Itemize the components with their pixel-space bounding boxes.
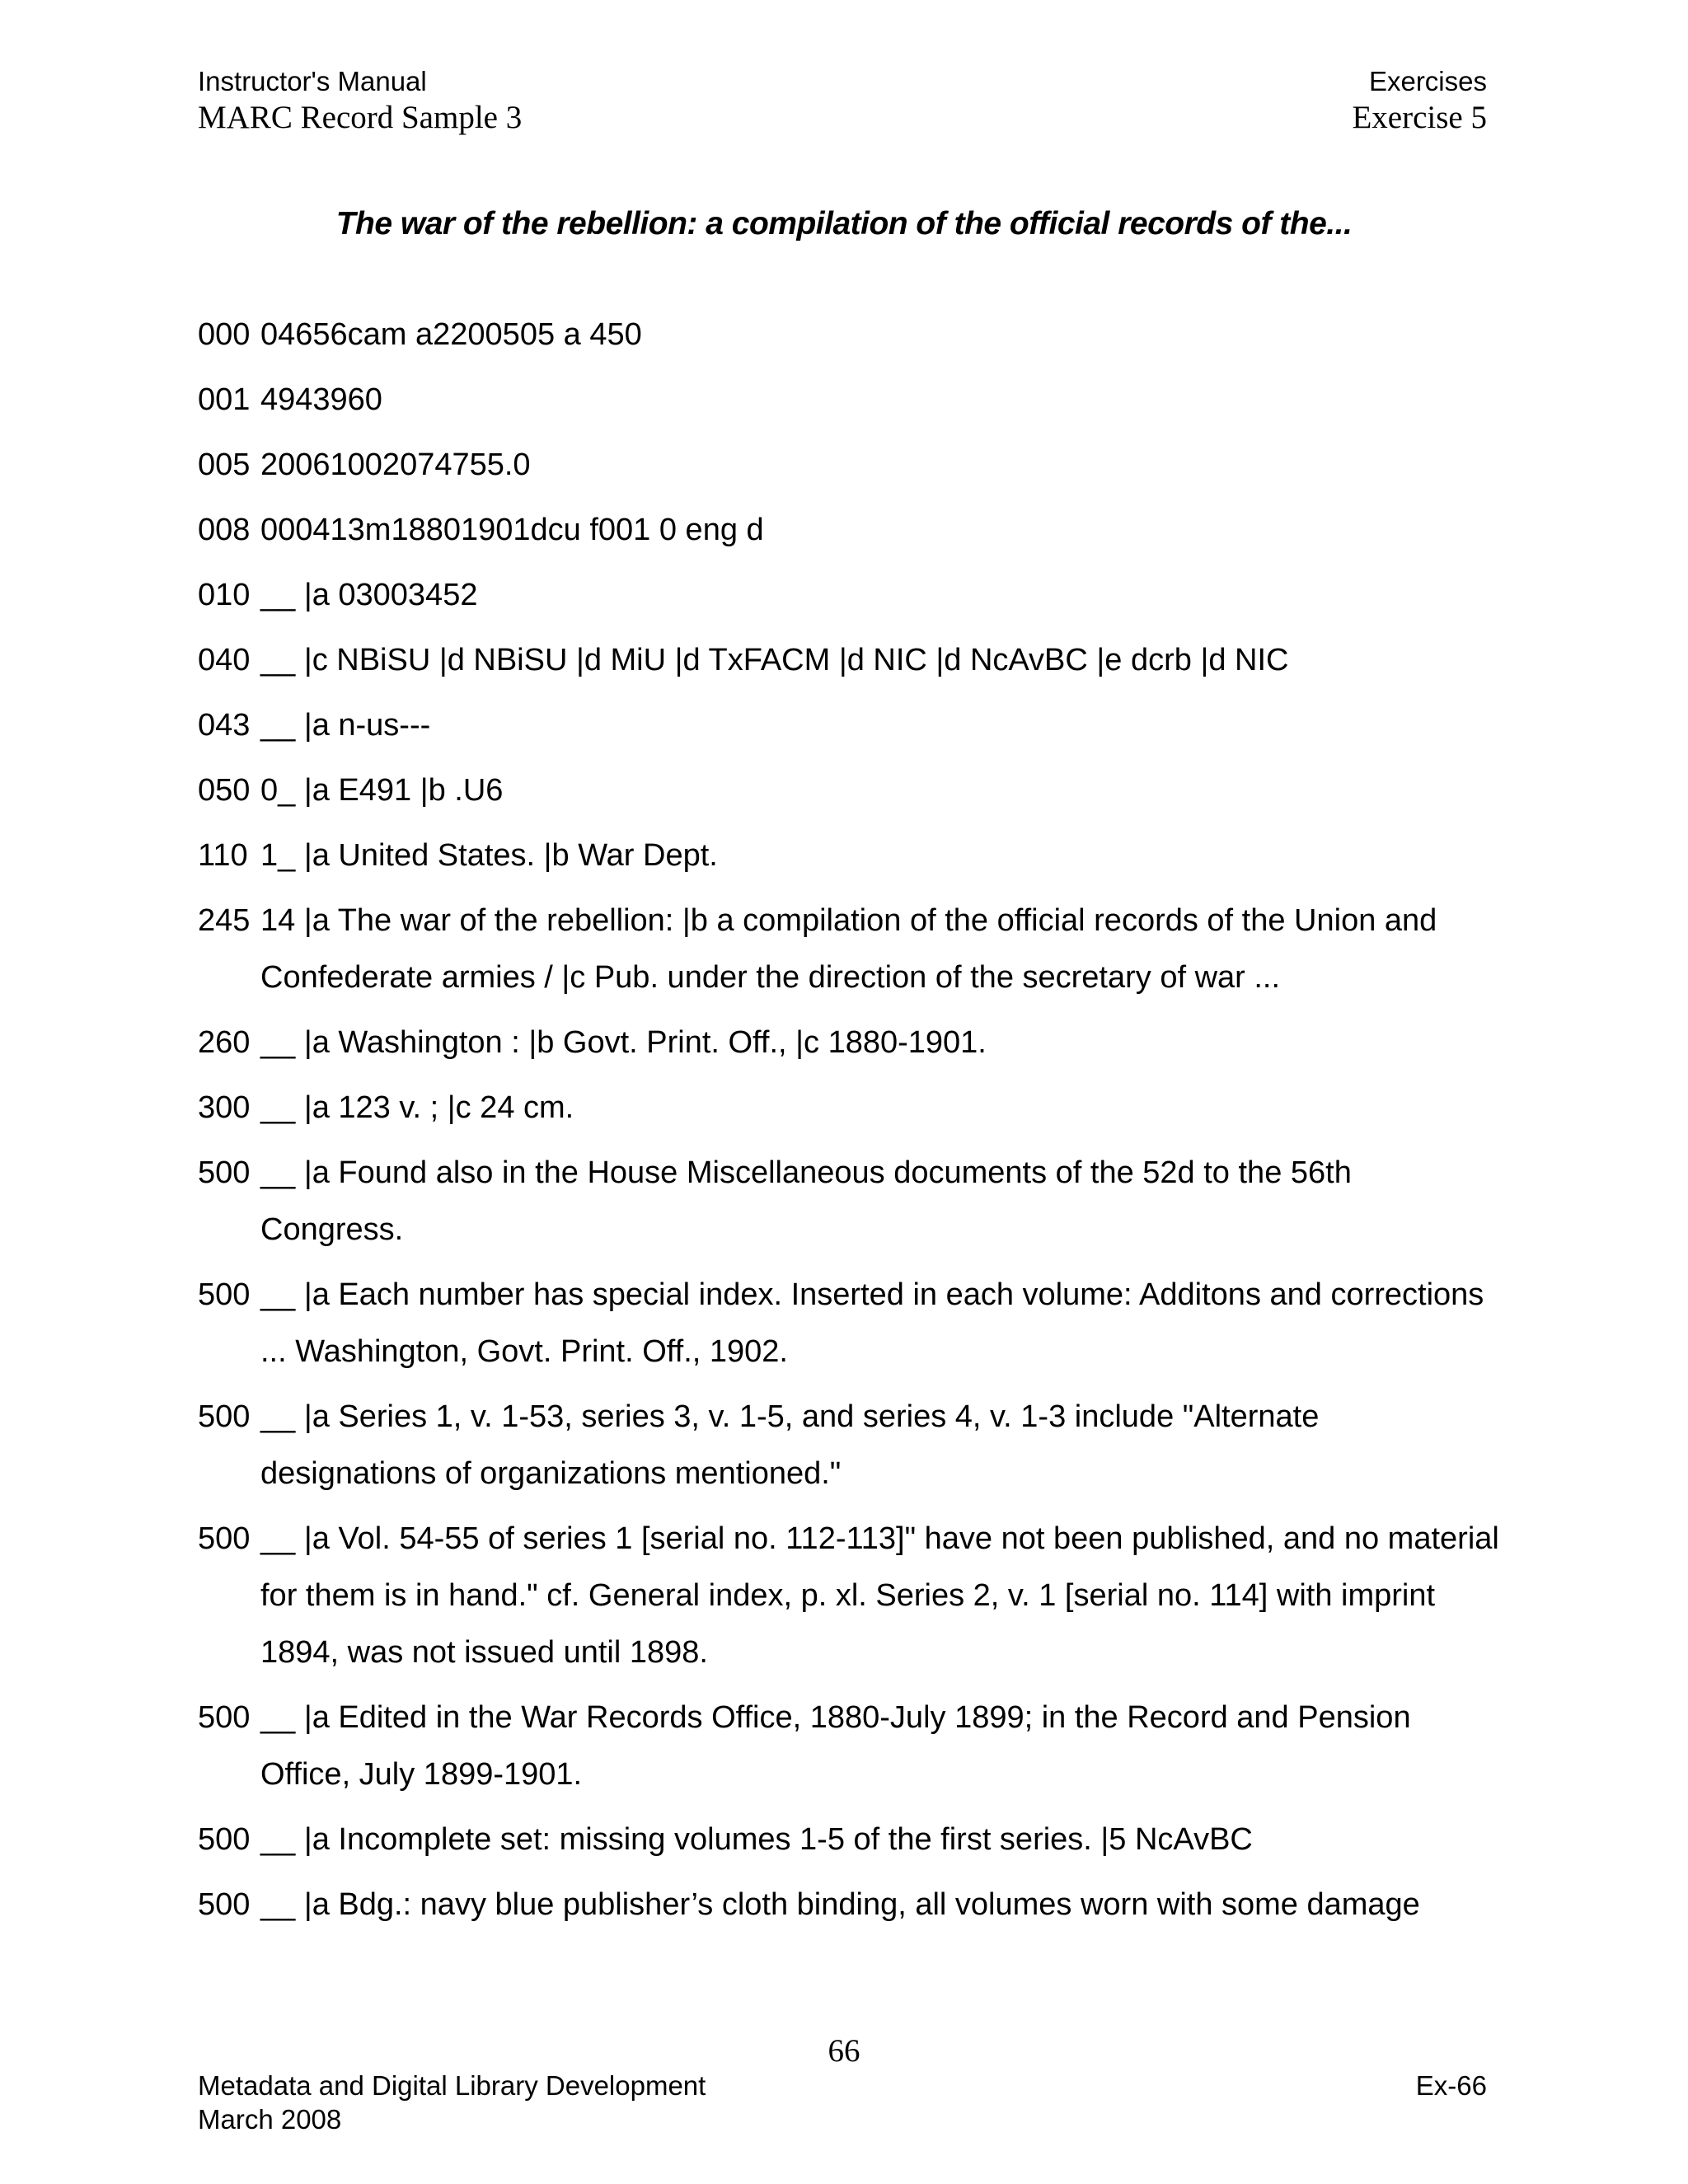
marc-field-content: __ |a Found also in the House Miscellaneous documents of the 52d to the 56th Congress. xyxy=(260,1155,1352,1247)
marc-field-row xyxy=(198,697,1500,754)
marc-field-content: 0_ |a E491 |b .U6 xyxy=(260,773,504,808)
marc-field-tag: 500 xyxy=(198,1521,251,1556)
marc-field-content: 04656cam a2200505 a 450 xyxy=(260,317,642,352)
marc-field-tag: 500 xyxy=(198,1700,251,1735)
marc-field-row xyxy=(198,437,1500,494)
marc-field-tag: 245 xyxy=(198,903,251,938)
marc-field-content: __ |a Washington : |b Govt. Print. Off., |c 1880-1901. xyxy=(260,1025,987,1060)
marc-field-tag: 500 xyxy=(198,1399,251,1434)
marc-field-content: __ |a Series 1, v. 1-53, series 3, v. 1-5, and series 4, v. 1-3 include "Alternate designations of organizations mentioned." xyxy=(260,1399,1320,1491)
marc-field-tag: 043 xyxy=(198,708,251,743)
marc-field-tag: 005 xyxy=(198,448,251,482)
marc-field-content: 000413m18801901dcu f001 0 eng d xyxy=(260,513,764,547)
marc-field-content: __ |c NBiSU |d NBiSU |d MiU |d TxFACM |d NIC |d NcAvBC |e dcrb |d NIC xyxy=(260,643,1289,677)
marc-field-content: __ |a n-us--- xyxy=(260,708,431,743)
marc-field-tag: 050 xyxy=(198,773,251,808)
marc-field-row xyxy=(198,502,1500,559)
marc-field-tag: 008 xyxy=(198,513,251,547)
marc-field-tag: 500 xyxy=(198,1822,251,1857)
marc-field-row xyxy=(198,1015,1500,1071)
marc-field-tag: 500 xyxy=(198,1887,251,1922)
sample-label: MARC Record Sample 3 xyxy=(198,100,523,135)
marc-field-row xyxy=(198,372,1500,429)
marc-field-row xyxy=(198,632,1500,689)
marc-field-content: __ |a 123 v. ; |c 24 cm. xyxy=(260,1090,574,1125)
marc-field-content: 20061002074755.0 xyxy=(260,448,531,482)
footer-course: Metadata and Digital Library Development xyxy=(198,2070,706,2101)
marc-field-tag: 001 xyxy=(198,382,251,417)
marc-field-content: 14 |a The war of the rebellion: |b a compilation of the official records of the Union and Confederate armies / |c Pub. under the direction of the secretary of war ... xyxy=(260,903,1437,995)
marc-field-content: __ |a Each number has special index. Inserted in each volume: Additons and corrections ... Washington, Govt. Print. Off., 1902. xyxy=(260,1277,1484,1369)
marc-field-content: 4943960 xyxy=(260,382,382,417)
marc-field-row xyxy=(198,893,1500,1006)
marc-field-row xyxy=(198,567,1500,624)
manual-label: Instructor's Manual xyxy=(198,66,427,96)
header-left xyxy=(198,64,522,137)
marc-field-tag: 300 xyxy=(198,1090,251,1125)
marc-field-row xyxy=(198,762,1500,819)
marc-field-content: __ |a Bdg.: navy blue publisher’s cloth binding, all volumes worn with some damage xyxy=(260,1887,1420,1922)
marc-field-row xyxy=(198,1690,1500,1803)
marc-field-tag: 500 xyxy=(198,1277,251,1312)
header-right xyxy=(1352,64,1487,137)
marc-field-content: __ |a Edited in the War Records Office, 1880-July 1899; in the Record and Pension Office, July 1899-1901. xyxy=(260,1700,1411,1792)
marc-field-row xyxy=(198,1145,1500,1258)
marc-record-list xyxy=(198,307,1500,1942)
marc-field-content: __ |a Incomplete set: missing volumes 1-5 of the first series. |5 NcAvBC xyxy=(260,1822,1253,1857)
marc-field-row xyxy=(198,1267,1500,1380)
marc-field-tag: 000 xyxy=(198,317,251,352)
footer-date: March 2008 xyxy=(198,2104,342,2135)
marc-field-row xyxy=(198,827,1500,884)
marc-field-tag: 110 xyxy=(198,838,248,873)
marc-field-content: 1_ |a United States. |b War Dept. xyxy=(260,838,718,873)
marc-field-tag: 500 xyxy=(198,1155,251,1190)
section-label: Exercises xyxy=(1368,66,1487,96)
marc-field-row xyxy=(198,1811,1500,1868)
marc-field-tag: 260 xyxy=(198,1025,251,1060)
footer-page-code: Ex-66 xyxy=(1415,2070,1487,2101)
marc-field-row xyxy=(198,307,1500,363)
marc-field-tag: 010 xyxy=(198,578,251,612)
marc-field-row xyxy=(198,1080,1500,1137)
marc-field-content: __ |a Vol. 54-55 of series 1 [serial no. 112-113]" have not been published, and no material for them is in hand." cf. General index, p. xl. Series 2, v. 1 [serial no. 114] with imprint 1894, was not issued until 1898. xyxy=(260,1521,1499,1670)
exercise-label: Exercise 5 xyxy=(1352,100,1487,135)
marc-field-content: __ |a 03003452 xyxy=(260,578,478,612)
marc-field-tag: 040 xyxy=(198,643,251,677)
marc-field-row xyxy=(198,1877,1500,1933)
page-number: 66 xyxy=(828,2033,860,2069)
page-title: The war of the rebellion: a compilation of the official records of the... xyxy=(335,206,1353,241)
footer-left xyxy=(198,2069,706,2136)
marc-field-row xyxy=(198,1389,1500,1502)
marc-field-row xyxy=(198,1511,1500,1681)
